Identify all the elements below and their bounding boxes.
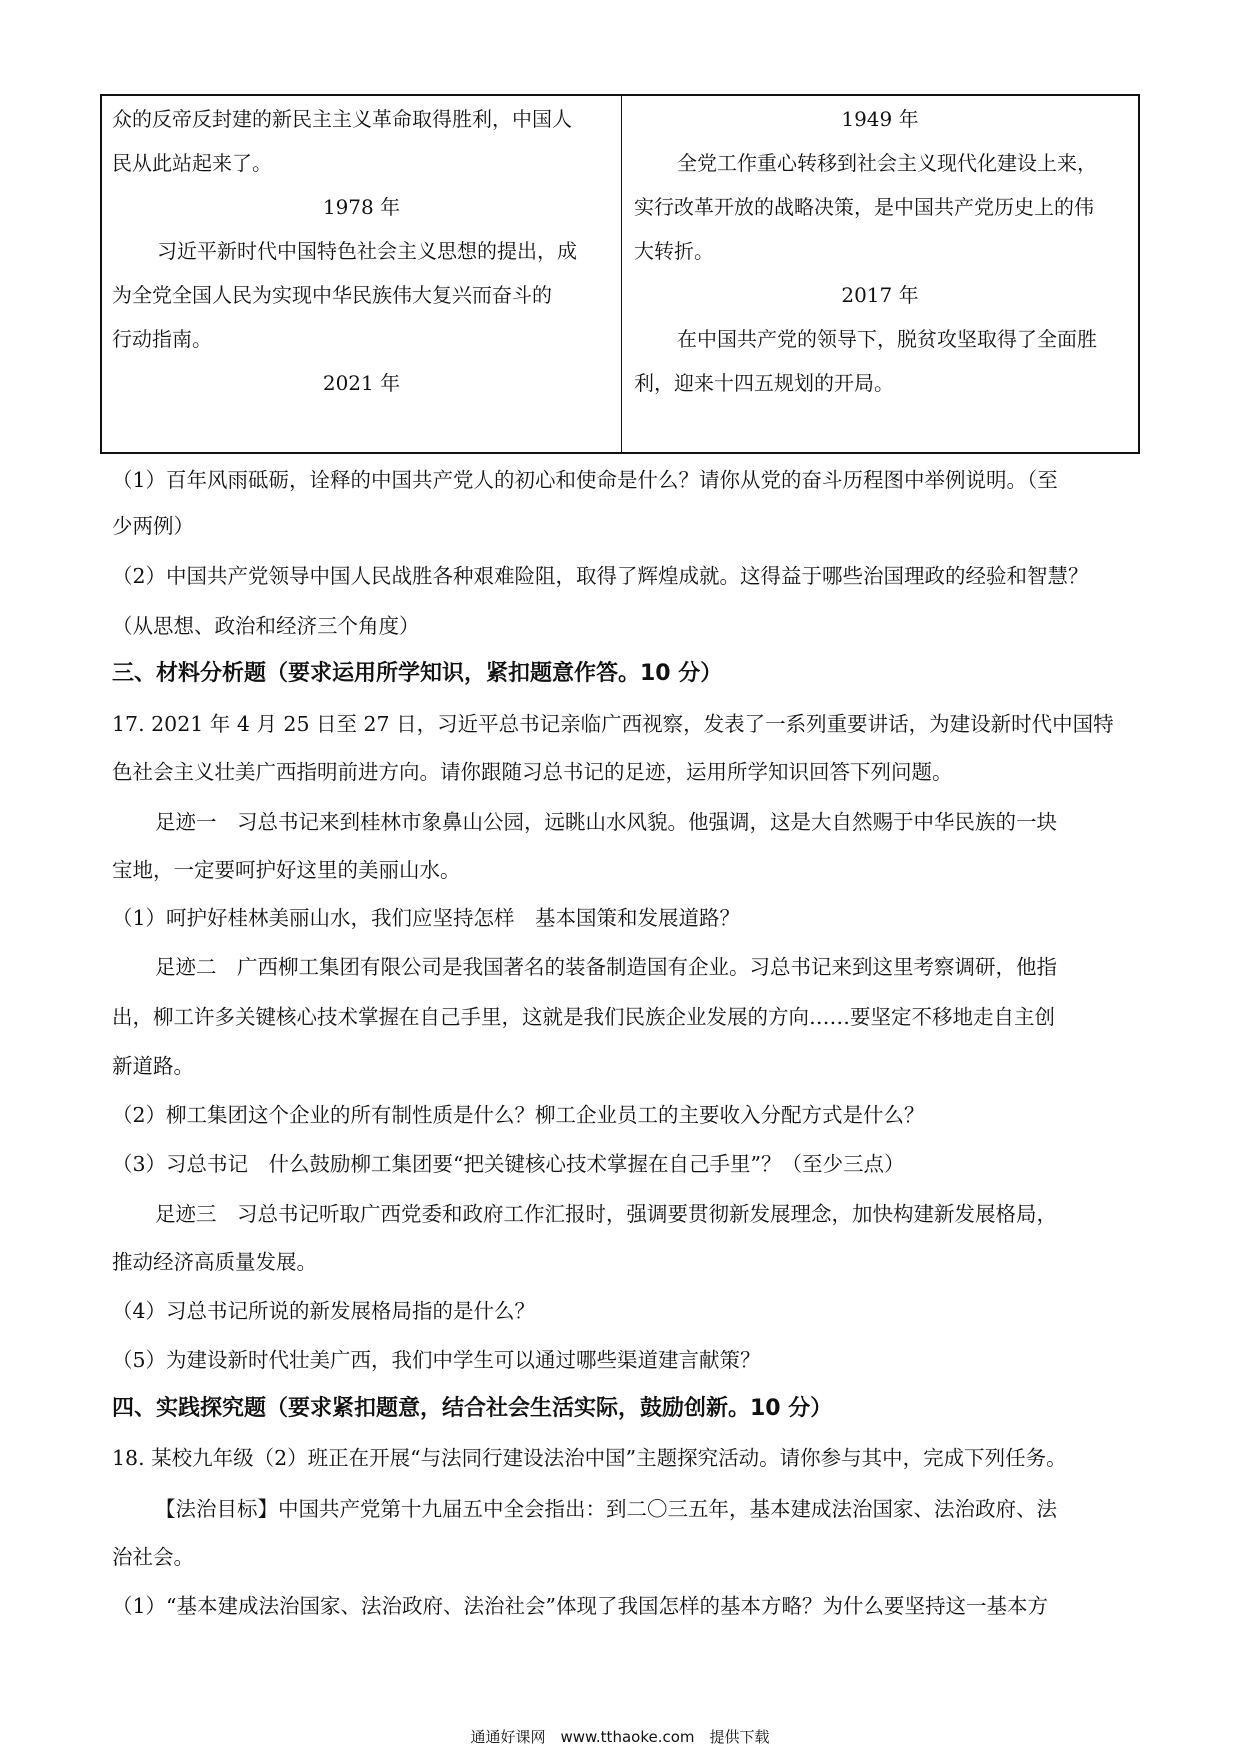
- timeline-year: 2017 年: [841, 283, 919, 307]
- question-text: （2）柳工集团这个企业的所有制性质是什么？柳工企业员工的主要收入分配方式是什么？: [112, 1103, 925, 1127]
- material-text: 新道路。: [112, 1054, 194, 1078]
- question-text: （3）习总书记 什么鼓励柳工集团要“把关键核心技术掌握在自己手里”？（至少三点）: [112, 1152, 905, 1176]
- timeline-text: 实行改革开放的战略决策，是中国共产党历史上的伟: [634, 195, 1094, 219]
- material-text: 【法治目标】中国共产党第十九届五中全会指出：到二〇三五年，基本建成法治国家、法治政府、法: [155, 1497, 1057, 1521]
- question-text: 色社会主义壮美广西指明前进方向。请你跟随习总书记的足迹，运用所学知识回答下列问题。: [112, 760, 953, 784]
- question-text: （1）百年风雨砥砺，诠释的中国共产党人的初心和使命是什么？请你从党的奋斗历程图中举例说明。（至: [112, 468, 1058, 492]
- question-text: （从思想、政治和经济三个角度）: [112, 614, 420, 638]
- timeline-text: 众的反帝反封建的新民主主义革命取得胜利，中国人: [112, 107, 572, 131]
- footer-watermark: 通通好课网 www.tthaoke.com 提供下载: [470, 1728, 770, 1746]
- timeline-text: 为全党全国人民为实现中华民族伟大复兴而奋斗的: [112, 283, 552, 307]
- question-text: 少两例）: [112, 514, 194, 538]
- question-text: （5）为建设新时代壮美广西，我们中学生可以通过哪些渠道建言献策？: [112, 1348, 761, 1372]
- timeline-text: 习近平新时代中国特色社会主义思想的提出，成: [157, 239, 577, 263]
- timeline-year: 1949 年: [841, 107, 919, 131]
- material-text: 治社会。: [112, 1545, 194, 1569]
- question-text: 18. 某校九年级（2）班正在开展“与法同行建设法治中国”主题探究活动。请你参与其中，完成下列任务。: [112, 1446, 1067, 1470]
- timeline-year: 1978 年: [322, 195, 401, 219]
- timeline-text: 民从此站起来了。: [112, 151, 272, 175]
- material-text: 足迹三 习总书记听取广西党委和政府工作汇报时，强调要贯彻新发展理念，加快构建新发展格局，: [155, 1202, 1057, 1226]
- material-text: 足迹二 广西柳工集团有限公司是我国著名的装备制造国有企业。习总书记来到这里考察调研，他指: [155, 955, 1057, 979]
- timeline-table: [100, 94, 1140, 454]
- material-text: 足迹一 习总书记来到桂林市象鼻山公园，远眺山水风貌。他强调，这是大自然赐于中华民族的一块: [155, 810, 1057, 834]
- question-text: 17. 2021 年 4 月 25 日至 27 日，习近平总书记亲临广西视察，发表了一系列重要讲话，为建设新时代中国特: [112, 712, 1114, 736]
- timeline-left-column: [102, 96, 622, 452]
- section-heading: 四、实践探究题（要求紧扣题意，结合社会生活实际，鼓励创新。10 分）: [112, 1396, 833, 1421]
- timeline-text: 在中国共产党的领导下，脱贫攻坚取得了全面胜: [677, 327, 1097, 351]
- material-text: 出，柳工许多关键核心技术掌握在自己手里，这就是我们民族企业发展的方向……要坚定不移地走自主创: [112, 1005, 1055, 1029]
- material-text: 推动经济高质量发展。: [112, 1250, 317, 1274]
- timeline-text: 大转折。: [634, 239, 714, 263]
- question-text: （1）“基本建成法治国家、法治政府、法治社会”体现了我国怎样的基本方略？为什么要坚持这一基本方: [112, 1594, 1049, 1618]
- material-text: 宝地，一定要呵护好这里的美丽山水。: [112, 858, 461, 882]
- timeline-year: 2021 年: [322, 371, 401, 395]
- timeline-text: 行动指南。: [112, 327, 212, 351]
- section-heading: 三、材料分析题（要求运用所学知识，紧扣题意作答。10 分）: [112, 661, 723, 686]
- timeline-right-column: [622, 96, 1138, 452]
- timeline-text: 全党工作重心转移到社会主义现代化建设上来，: [677, 151, 1097, 175]
- question-text: （1）呵护好桂林美丽山水，我们应坚持怎样 基本国策和发展道路？: [112, 906, 741, 930]
- question-text: （2）中国共产党领导中国人民战胜各种艰难险阻，取得了辉煌成就。这得益于哪些治国理政的经验和智慧？: [112, 564, 1089, 588]
- question-text: （4）习总书记所说的新发展格局指的是什么？: [112, 1299, 536, 1323]
- timeline-text: 利，迎来十四五规划的开局。: [634, 371, 894, 395]
